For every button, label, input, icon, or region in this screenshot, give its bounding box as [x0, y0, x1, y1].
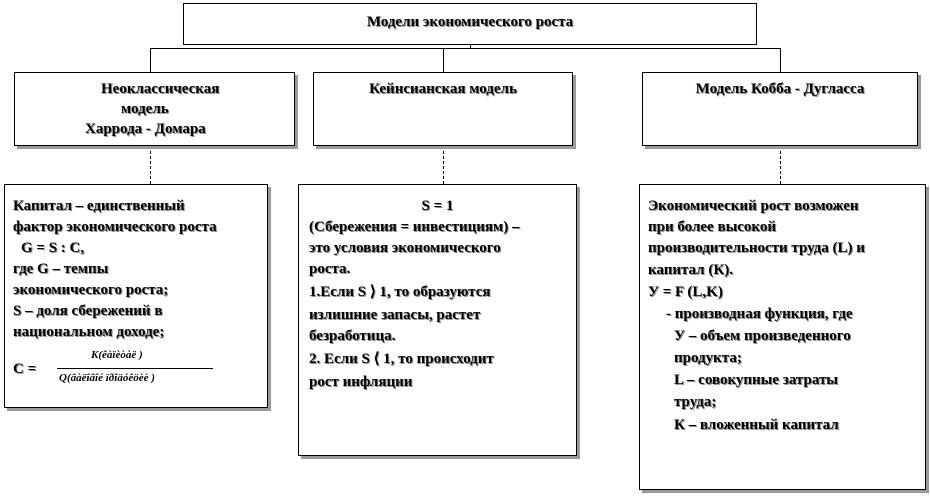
connector-right-drop: [780, 48, 781, 72]
body-box-cobb-douglas: [639, 184, 926, 490]
header-line-1: Кейнсианская модель: [369, 81, 517, 97]
body-box-harrod-domar: [4, 184, 268, 408]
body-line: - производная функция, где: [666, 306, 853, 322]
body-line: фактор экономического роста: [13, 219, 217, 235]
body-line: 1.Если S ⟩ 1, то образуются: [309, 284, 491, 300]
body-line: (Сбережения = инвестициям) –: [309, 219, 520, 235]
body-line: экономического роста;: [13, 282, 169, 298]
body-line: У – объем произведенного: [674, 328, 851, 344]
body-line: это условия экономического: [309, 240, 501, 256]
body-line: излишние запасы, растет: [309, 307, 481, 323]
body-line: при более высокой: [648, 219, 777, 235]
header-line-2: модель: [121, 101, 169, 117]
diagram-title: Модели экономического роста: [366, 14, 574, 30]
header-box-keynesian: [313, 72, 573, 146]
body-line: Экономический рост возможен: [648, 198, 859, 214]
connector-middle-dashed: [443, 146, 444, 184]
connector-left-drop: [150, 48, 151, 72]
body-line: 2. Если S ⟨ 1, то происходит: [309, 351, 494, 367]
header-line-3: Харрода - Домара: [85, 121, 206, 137]
connector-right-dashed: [780, 146, 781, 184]
formula-numerator: K(êàïèòàë ): [91, 349, 143, 361]
header-box-cobb-douglas: [642, 72, 918, 146]
body-line: роста.: [309, 261, 351, 277]
body-line: национальном доходе;: [13, 324, 165, 340]
body-line: S = 1: [421, 198, 454, 214]
body-line: L – совокупные затраты: [674, 372, 839, 388]
body-line: труда;: [674, 394, 717, 410]
body-line: К – вложенный капитал: [674, 417, 839, 433]
body-line: где G – темпы: [13, 261, 109, 277]
formula-denominator: Q(âàëîâîé ïðîäóêöèè ): [59, 372, 155, 384]
body-line: производительности труда (L) и: [648, 240, 865, 256]
body-line: Капитал – единственный: [13, 198, 185, 214]
connector-middle-drop: [443, 48, 444, 72]
body-line: безработица.: [309, 328, 396, 344]
body-line: У = F (L,K): [648, 284, 723, 300]
connector-horizontal-bus: [150, 48, 780, 49]
formula-fraction-bar: [57, 368, 213, 369]
body-line: рост инфляции: [309, 374, 413, 390]
header-line-1: Модель Кобба - Дугласса: [695, 81, 865, 97]
body-line: капитал (К).: [648, 262, 733, 278]
header-box-harrod-domar: [14, 72, 295, 146]
connector-left-dashed: [150, 146, 151, 184]
body-box-keynesian: [298, 184, 577, 456]
formula-lhs: C =: [13, 361, 37, 377]
body-line: G = S : C,: [21, 240, 85, 256]
body-line: продукта;: [674, 350, 742, 366]
header-line-1: Неоклассическая: [101, 81, 220, 97]
body-line: S – доля сбережений в: [13, 303, 163, 319]
title-box: [183, 3, 757, 45]
